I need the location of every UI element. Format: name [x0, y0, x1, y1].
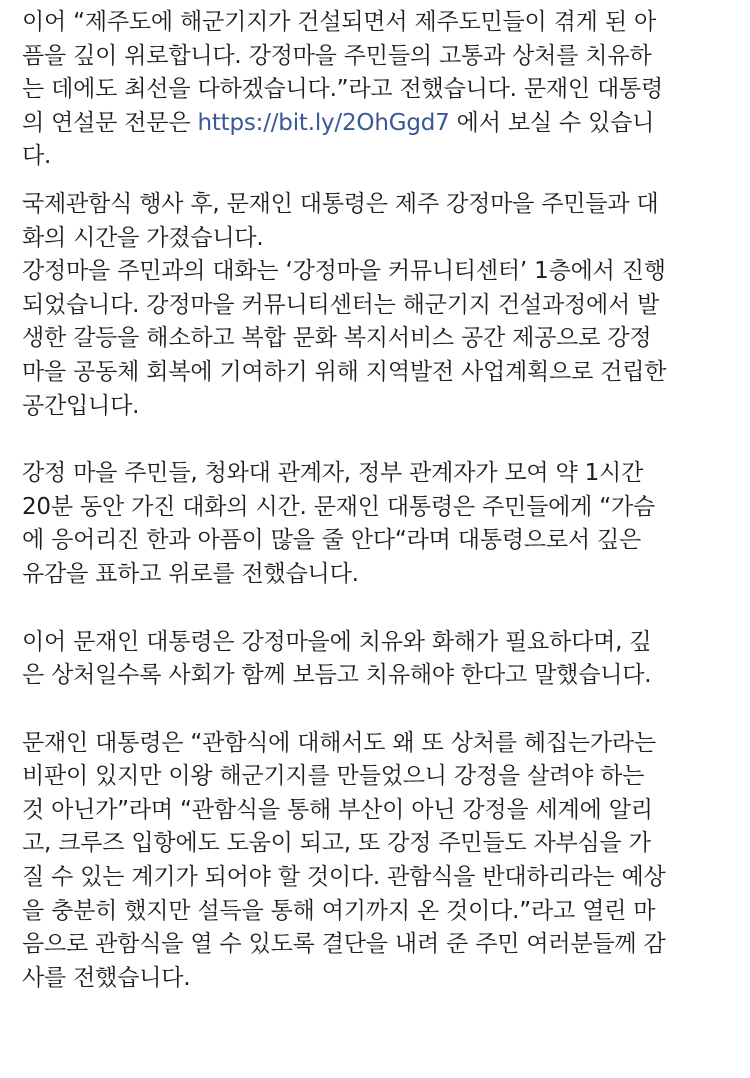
text-line: 이어 문재인 대통령은 강정마을에 치유와 화해가 필요하다며, 깊: [22, 628, 652, 655]
text-line: 은 상처일수록 사회가 함께 보듬고 치유해야 한다고 말했습니다.: [22, 662, 652, 689]
speech-transcript-link[interactable]: https://bit.ly/2OhGgd7: [197, 109, 450, 136]
paragraph-community-center: [22, 188, 728, 423]
text-line: 되었습니다. 강정마을 커뮤니티센터는 해군기지 건설과정에서 발: [22, 291, 660, 318]
text-line: 픔을 깊이 위로합니다. 강정마을 주민들의 고통과 상처를 치유하: [22, 42, 652, 69]
paragraph-spacer: [22, 174, 728, 188]
text-line-with-link: [22, 107, 728, 141]
text-line: 생한 갈등을 해소하고 복합 문화 복지서비스 공간 제공으로 강정: [22, 325, 652, 352]
text-line: 공간입니다.: [22, 392, 140, 419]
text-line: 을 충분히 했지만 설득을 통해 여기까지 온 것이다.”라고 열린 마: [22, 897, 656, 924]
text-line: 질 수 있는 계기가 되어야 할 것이다. 관함식을 반대하리라는 예상: [22, 864, 666, 891]
paragraph-spacer: [22, 592, 728, 626]
text-line: 비판이 있지만 이왕 해군기지를 만들었으니 강정을 살려야 하는: [22, 763, 645, 790]
text-line: 마을 공동체 회복에 기여하기 위해 지역발전 사업계획으로 건립한: [22, 358, 667, 385]
paragraph-dialogue: [22, 457, 728, 591]
paragraph-spacer: [22, 423, 728, 457]
text-line: 강정 마을 주민들, 청와대 관계자, 정부 관계자가 모여 약 1시간: [22, 460, 644, 487]
text-line: 것 아닌가”라며 “관함식을 통해 부산이 아닌 강정을 세계에 알리: [22, 796, 653, 823]
text-line: 는 데에도 최선을 다하겠습니다.”라고 전했습니다. 문재인 대통령: [22, 76, 664, 103]
link-suffix-text: 에서 보실 수 있습니: [449, 109, 655, 136]
text-line: 유감을 표하고 위로를 전했습니다.: [22, 560, 359, 587]
text-line: 고, 크루즈 입항에도 도움이 되고, 또 강정 주민들도 자부심을 가: [22, 830, 651, 857]
paragraph-speech-quote: [22, 6, 728, 174]
link-prefix-text: 의 연설문 전문은: [22, 109, 198, 136]
text-line: 사를 전했습니다.: [22, 964, 191, 991]
paragraph-fleet-review: [22, 727, 728, 996]
text-line: 에 응어리진 한과 아픔이 많을 줄 안다“라며 대통령으로서 깊은: [22, 527, 642, 554]
paragraph-spacer: [22, 693, 728, 727]
text-line: 음으로 관함식을 열 수 있도록 결단을 내려 준 주민 여러분들께 감: [22, 931, 666, 958]
text-line: 국제관함식 행사 후, 문재인 대통령은 제주 강정마을 주민들과 대: [22, 190, 659, 217]
text-line: 강정마을 주민과의 대화는 ‘강정마을 커뮤니티센터’ 1층에서 진행: [22, 258, 666, 285]
text-line: 다.: [22, 143, 52, 170]
paragraph-healing: [22, 626, 728, 693]
text-line: 화의 시간을 가졌습니다.: [22, 224, 264, 251]
text-line: 20분 동안 가진 대화의 시간. 문재인 대통령은 주민들에게 “가슴: [22, 493, 656, 520]
text-line: 문재인 대통령은 “관함식에 대해서도 왜 또 상처를 헤집는가라는: [22, 729, 656, 756]
text-line: 이어 “제주도에 해군기지가 건설되면서 제주도민들이 겪게 된 아: [22, 9, 656, 35]
